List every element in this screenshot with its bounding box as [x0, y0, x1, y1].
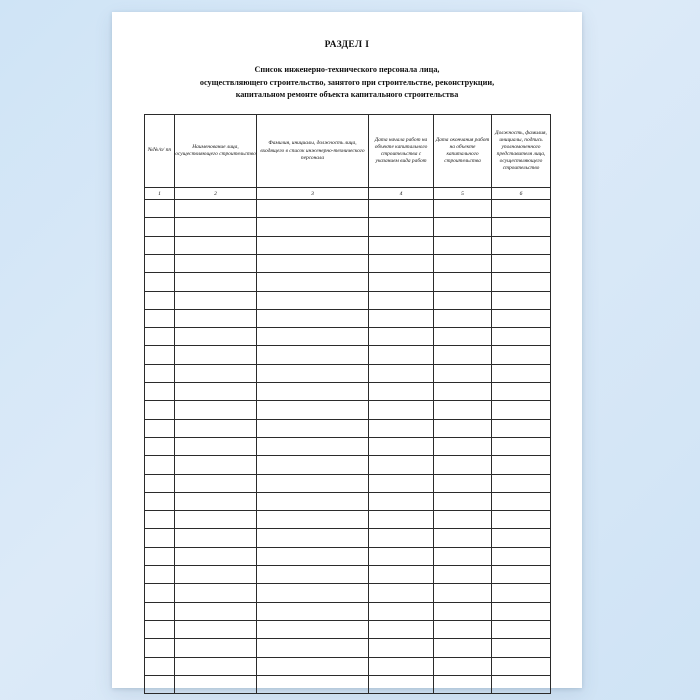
table-cell[interactable] [369, 309, 434, 327]
table-cell[interactable] [175, 309, 257, 327]
table-cell[interactable] [145, 492, 175, 510]
table-cell[interactable] [175, 657, 257, 675]
table-cell[interactable] [145, 364, 175, 382]
table-cell[interactable] [257, 328, 369, 346]
table-cell[interactable] [145, 255, 175, 273]
personnel-table [144, 114, 551, 694]
column-number-2: 2 [175, 188, 257, 200]
table-cell[interactable] [257, 657, 369, 675]
table-cell[interactable] [492, 419, 551, 437]
table-cell[interactable] [434, 383, 492, 401]
table-cell[interactable] [257, 511, 369, 529]
table-cell[interactable] [369, 218, 434, 236]
table-cell[interactable] [145, 620, 175, 638]
table-body [145, 200, 551, 694]
table-cell[interactable] [257, 474, 369, 492]
column-number-3: 3 [257, 188, 369, 200]
table-cell[interactable] [145, 675, 175, 693]
table-cell[interactable] [369, 547, 434, 565]
section-label: РАЗДЕЛ I [324, 40, 370, 50]
table-cell[interactable] [369, 401, 434, 419]
table-cell[interactable] [257, 309, 369, 327]
table-cell[interactable] [369, 602, 434, 620]
table-cell[interactable] [434, 547, 492, 565]
table-cell[interactable] [145, 456, 175, 474]
table-cell[interactable] [145, 547, 175, 565]
table-cell[interactable] [492, 657, 551, 675]
column-header-representative: Должность, фамилия, инициалы, подпись уполномоченного представителя лица, осуществляющего строительство [492, 115, 551, 188]
table-cell[interactable] [492, 291, 551, 309]
table-cell[interactable] [434, 346, 492, 364]
table-cell[interactable] [257, 273, 369, 291]
table-cell[interactable] [175, 328, 257, 346]
table-cell[interactable] [434, 492, 492, 510]
table-row[interactable] [145, 364, 551, 382]
table-cell[interactable] [434, 620, 492, 638]
table-cell[interactable] [257, 584, 369, 602]
table-cell[interactable] [145, 236, 175, 254]
table-cell[interactable] [369, 364, 434, 382]
table-cell[interactable] [257, 291, 369, 309]
table-row[interactable] [145, 675, 551, 693]
table-cell[interactable] [369, 566, 434, 584]
table-cell[interactable] [175, 236, 257, 254]
table-cell[interactable] [492, 383, 551, 401]
table-cell[interactable] [145, 529, 175, 547]
table-cell[interactable] [492, 547, 551, 565]
table-cell[interactable] [369, 437, 434, 455]
table-cell[interactable] [175, 291, 257, 309]
table-cell[interactable] [175, 364, 257, 382]
table-cell[interactable] [257, 383, 369, 401]
table-cell[interactable] [145, 273, 175, 291]
table-cell[interactable] [369, 492, 434, 510]
column-number-1: 1 [145, 188, 175, 200]
table-cell[interactable] [492, 620, 551, 638]
table-cell[interactable] [175, 273, 257, 291]
table-cell[interactable] [492, 218, 551, 236]
table-cell[interactable] [369, 273, 434, 291]
table-cell[interactable] [175, 419, 257, 437]
table-cell[interactable] [434, 419, 492, 437]
table-cell[interactable] [175, 401, 257, 419]
column-header-end-date: Дата окончания работ на объекте капитального строительства [434, 115, 492, 188]
table-cell[interactable] [257, 547, 369, 565]
table-row[interactable] [145, 456, 551, 474]
table-cell[interactable] [175, 474, 257, 492]
table-row[interactable] [145, 639, 551, 657]
table-row[interactable] [145, 547, 551, 565]
table-cell[interactable] [145, 419, 175, 437]
table-cell[interactable] [369, 620, 434, 638]
table-cell[interactable] [257, 675, 369, 693]
table-cell[interactable] [145, 328, 175, 346]
table-row[interactable] [145, 657, 551, 675]
table-cell[interactable] [145, 657, 175, 675]
table-row[interactable] [145, 529, 551, 547]
table-cell[interactable] [369, 236, 434, 254]
column-number-6: 6 [492, 188, 551, 200]
table-cell[interactable] [175, 511, 257, 529]
table-cell[interactable] [369, 456, 434, 474]
table-cell[interactable] [434, 309, 492, 327]
table-cell[interactable] [257, 529, 369, 547]
table-row[interactable] [145, 584, 551, 602]
table-cell[interactable] [369, 291, 434, 309]
table-cell[interactable] [434, 437, 492, 455]
column-number-5: 5 [434, 188, 492, 200]
table-cell[interactable] [434, 602, 492, 620]
table-cell[interactable] [257, 620, 369, 638]
table-cell[interactable] [369, 511, 434, 529]
table-cell[interactable] [257, 401, 369, 419]
table-cell[interactable] [492, 474, 551, 492]
table-cell[interactable] [369, 639, 434, 657]
table-cell[interactable] [492, 492, 551, 510]
table-cell[interactable] [175, 383, 257, 401]
table-cell[interactable] [175, 492, 257, 510]
table-cell[interactable] [369, 383, 434, 401]
table-row[interactable] [145, 236, 551, 254]
table-cell[interactable] [434, 456, 492, 474]
table-cell[interactable] [369, 419, 434, 437]
table-cell[interactable] [257, 346, 369, 364]
document-title-line-1: Список инженерно-технического персонала лица, [254, 65, 440, 74]
table-cell[interactable] [369, 529, 434, 547]
table-cell[interactable] [492, 584, 551, 602]
table-header [145, 115, 551, 200]
table-row[interactable] [145, 328, 551, 346]
table-cell[interactable] [492, 566, 551, 584]
table-cell[interactable] [175, 602, 257, 620]
table-cell[interactable] [175, 620, 257, 638]
table-cell[interactable] [257, 566, 369, 584]
table-row[interactable] [145, 309, 551, 327]
table-row[interactable] [145, 401, 551, 419]
table-cell[interactable] [257, 255, 369, 273]
table-row[interactable] [145, 602, 551, 620]
table-cell[interactable] [257, 236, 369, 254]
table-cell[interactable] [257, 492, 369, 510]
table-cell[interactable] [175, 639, 257, 657]
table-cell[interactable] [257, 200, 369, 218]
table-cell[interactable] [145, 511, 175, 529]
table-cell[interactable] [175, 529, 257, 547]
table-cell[interactable] [145, 401, 175, 419]
table-cell[interactable] [175, 566, 257, 584]
table-cell[interactable] [434, 566, 492, 584]
table-cell[interactable] [145, 200, 175, 218]
table-cell[interactable] [257, 419, 369, 437]
table-cell[interactable] [434, 474, 492, 492]
table-row[interactable] [145, 200, 551, 218]
table-row[interactable] [145, 346, 551, 364]
table-row[interactable] [145, 291, 551, 309]
table-cell[interactable] [492, 236, 551, 254]
table-cell[interactable] [434, 511, 492, 529]
table-cell[interactable] [434, 291, 492, 309]
table-cell[interactable] [145, 383, 175, 401]
table-cell[interactable] [492, 511, 551, 529]
table-cell[interactable] [434, 200, 492, 218]
table-cell[interactable] [492, 401, 551, 419]
table-cell[interactable] [145, 474, 175, 492]
table-row[interactable] [145, 273, 551, 291]
table-cell[interactable] [492, 200, 551, 218]
column-number-row [145, 188, 551, 200]
table-cell[interactable] [145, 437, 175, 455]
table-row[interactable] [145, 255, 551, 273]
table-cell[interactable] [492, 529, 551, 547]
table-cell[interactable] [434, 328, 492, 346]
table-cell[interactable] [175, 218, 257, 236]
table-cell[interactable] [145, 291, 175, 309]
table-cell[interactable] [492, 639, 551, 657]
table-cell[interactable] [434, 401, 492, 419]
table-cell[interactable] [369, 200, 434, 218]
table-cell[interactable] [434, 639, 492, 657]
table-cell[interactable] [145, 309, 175, 327]
page-content [144, 40, 550, 694]
table-row[interactable] [145, 437, 551, 455]
table-cell[interactable] [175, 584, 257, 602]
table-cell[interactable] [434, 236, 492, 254]
table-cell[interactable] [145, 602, 175, 620]
table-row[interactable] [145, 566, 551, 584]
table-cell[interactable] [492, 346, 551, 364]
table-cell[interactable] [492, 675, 551, 693]
document-title [144, 64, 550, 102]
table-cell[interactable] [492, 255, 551, 273]
table-cell[interactable] [175, 437, 257, 455]
table-cell[interactable] [369, 328, 434, 346]
table-cell[interactable] [257, 639, 369, 657]
table-cell[interactable] [492, 273, 551, 291]
table-cell[interactable] [145, 346, 175, 364]
table-cell[interactable] [434, 218, 492, 236]
table-cell[interactable] [434, 529, 492, 547]
table-cell[interactable] [145, 639, 175, 657]
table-row[interactable] [145, 620, 551, 638]
table-cell[interactable] [434, 675, 492, 693]
table-cell[interactable] [257, 364, 369, 382]
table-cell[interactable] [492, 364, 551, 382]
table-row[interactable] [145, 474, 551, 492]
table-cell[interactable] [434, 657, 492, 675]
table-cell[interactable] [257, 602, 369, 620]
header-row [145, 115, 551, 188]
table-row[interactable] [145, 383, 551, 401]
table-cell[interactable] [369, 255, 434, 273]
document-page [112, 12, 582, 688]
column-header-number: №№/п/ пп [145, 115, 175, 188]
table-cell[interactable] [369, 346, 434, 364]
table-row[interactable] [145, 218, 551, 236]
table-cell[interactable] [145, 584, 175, 602]
table-cell[interactable] [369, 657, 434, 675]
table-cell[interactable] [492, 328, 551, 346]
table-row[interactable] [145, 511, 551, 529]
table-cell[interactable] [257, 218, 369, 236]
table-cell[interactable] [257, 437, 369, 455]
table-cell[interactable] [492, 602, 551, 620]
table-cell[interactable] [492, 437, 551, 455]
column-header-start-date: Дата начала работ на объекте капитального строительства с указанием вида работ [369, 115, 434, 188]
table-cell[interactable] [369, 584, 434, 602]
column-header-organization: Наименование лица, осуществляющего строительство [175, 115, 257, 188]
table-cell[interactable] [492, 456, 551, 474]
table-row[interactable] [145, 419, 551, 437]
table-cell[interactable] [175, 346, 257, 364]
table-cell[interactable] [257, 456, 369, 474]
table-cell[interactable] [369, 474, 434, 492]
table-cell[interactable] [145, 218, 175, 236]
column-number-4: 4 [369, 188, 434, 200]
document-title-line-3: капитальном ремонте объекта капитального строительства [235, 90, 459, 100]
table-cell[interactable] [175, 255, 257, 273]
table-cell[interactable] [175, 547, 257, 565]
table-cell[interactable] [434, 255, 492, 273]
table-cell[interactable] [492, 309, 551, 327]
table-row[interactable] [145, 492, 551, 510]
table-cell[interactable] [175, 200, 257, 218]
table-cell[interactable] [175, 675, 257, 693]
table-cell[interactable] [369, 675, 434, 693]
table-cell[interactable] [175, 456, 257, 474]
table-cell[interactable] [434, 364, 492, 382]
table-cell[interactable] [145, 566, 175, 584]
column-header-person: Фамилия, инициалы, должность лица, входящего в список инженерно-технического персонала [257, 115, 369, 188]
table-cell[interactable] [434, 273, 492, 291]
document-title-line-2: осуществляющего строительство, занятого при строительстве, реконструкции, [199, 77, 495, 87]
table-cell[interactable] [434, 584, 492, 602]
